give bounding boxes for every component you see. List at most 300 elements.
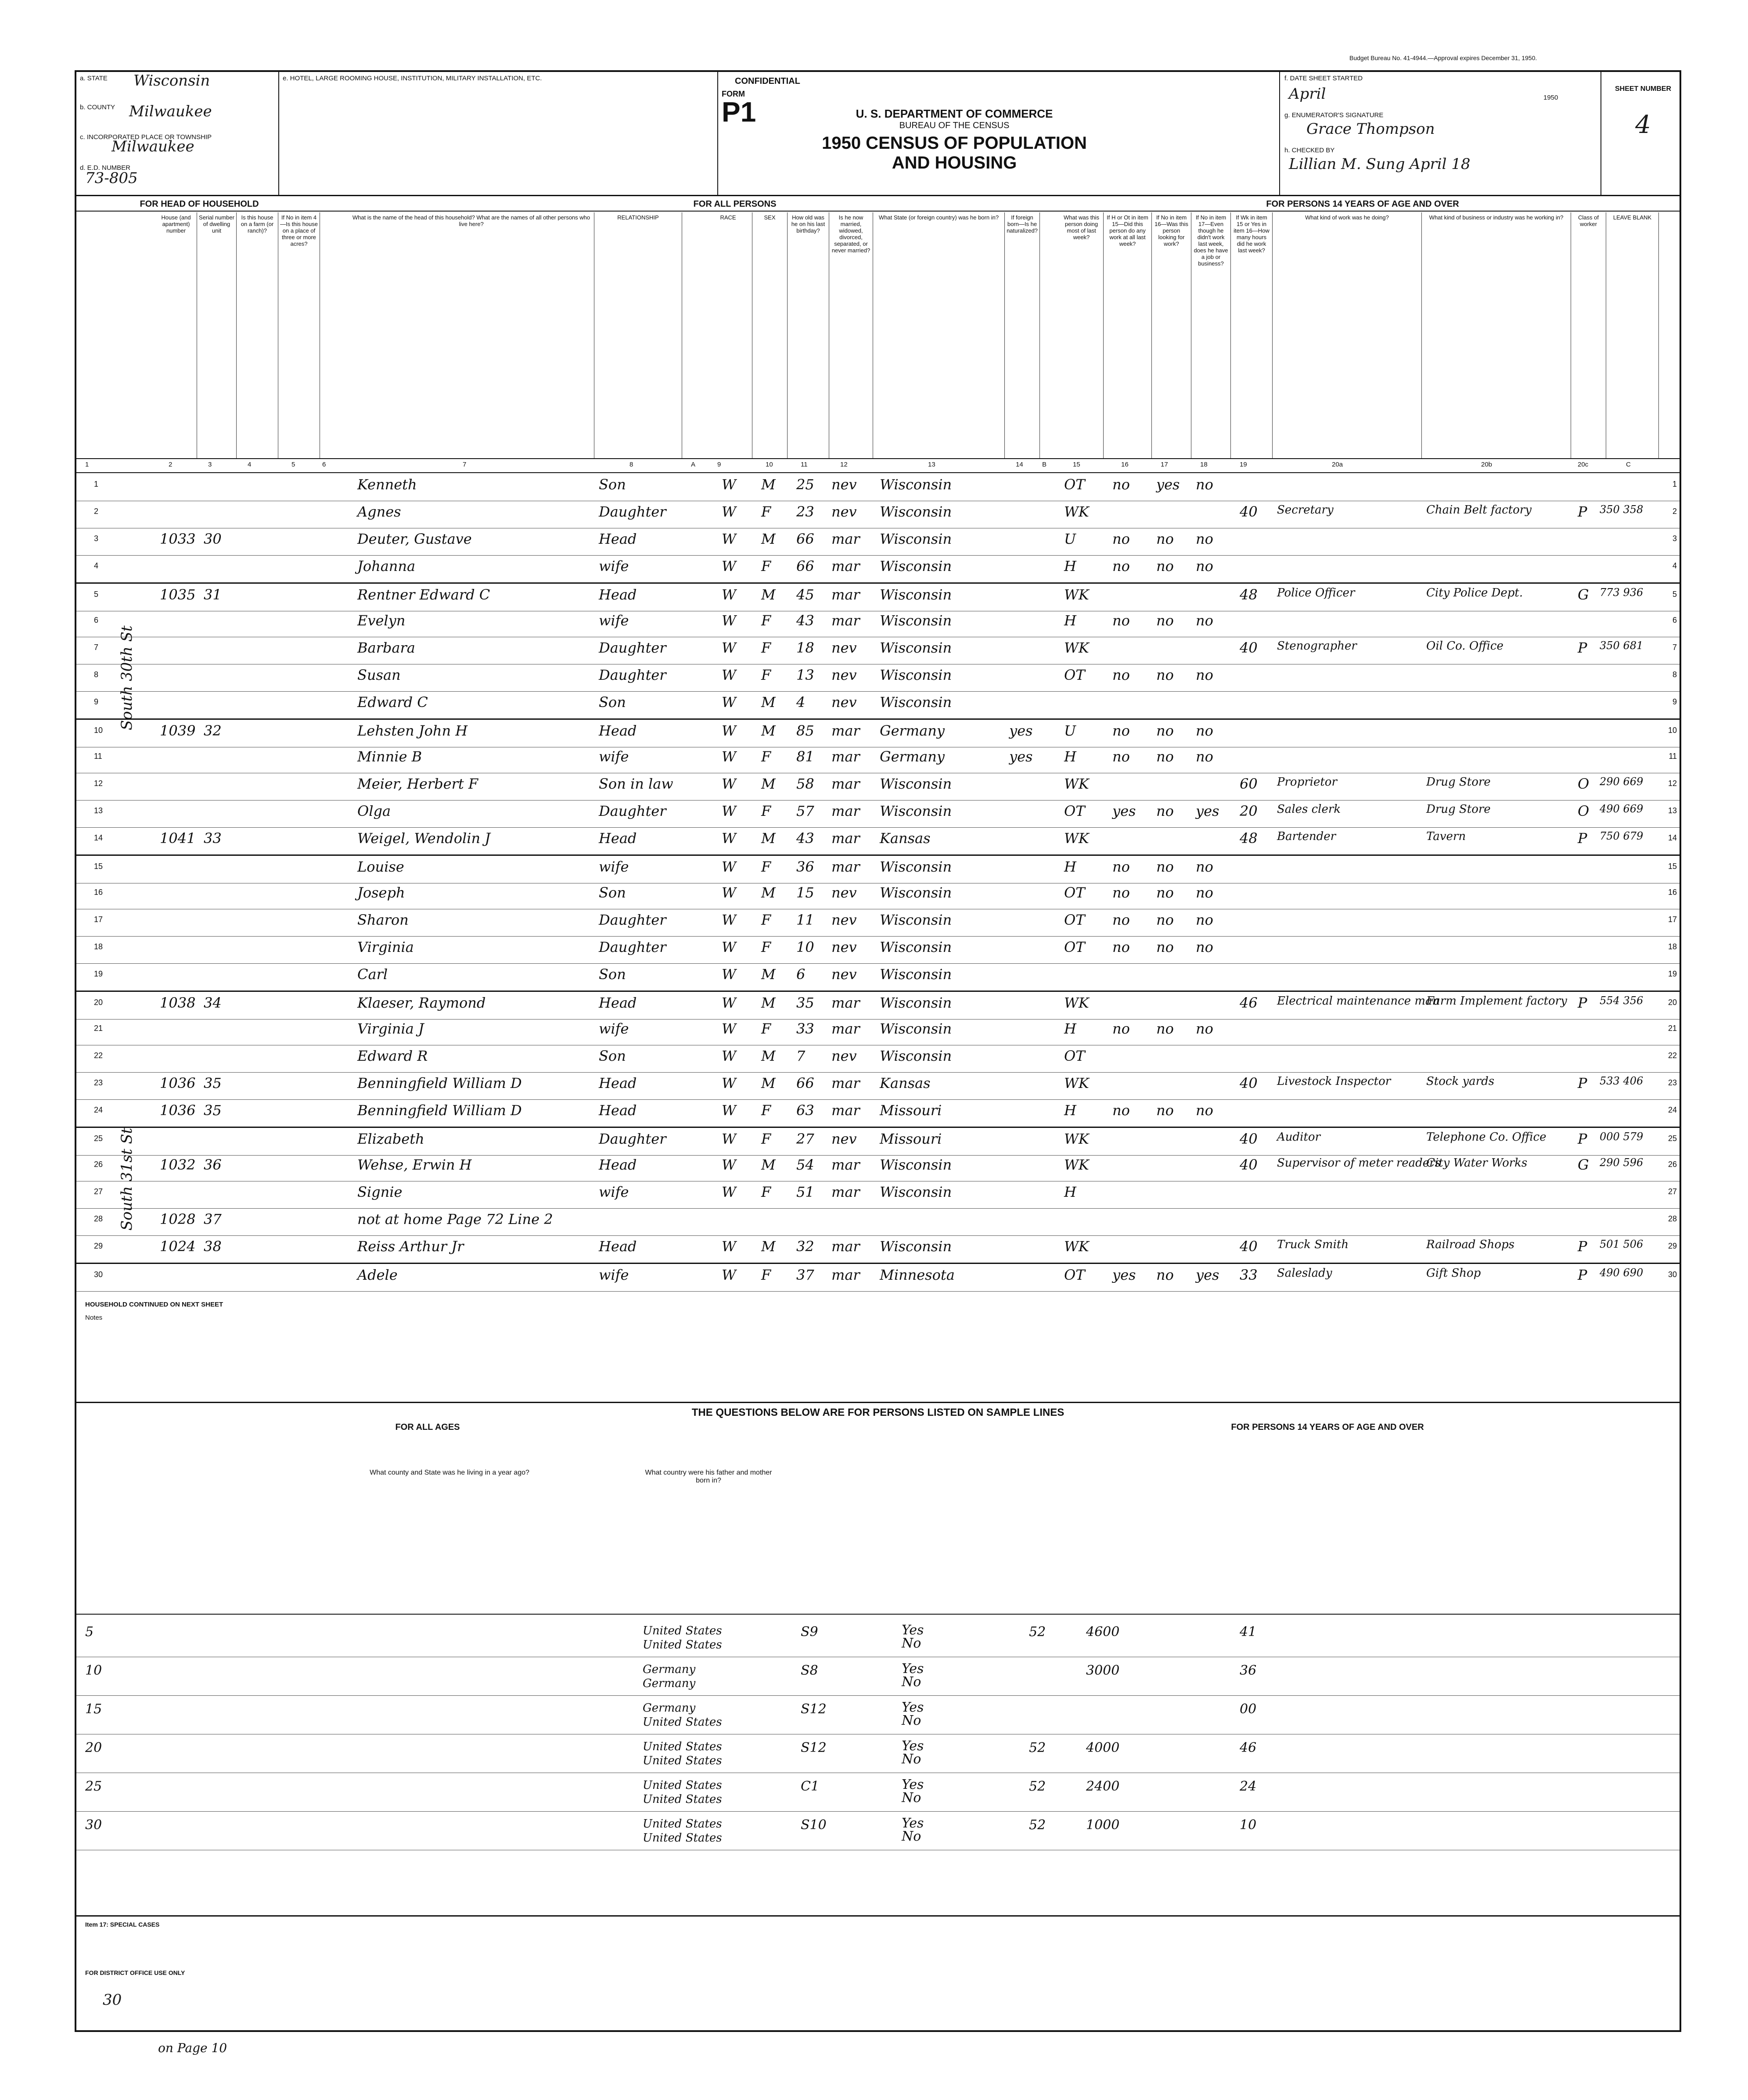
relationship: wife: [599, 612, 629, 629]
place-value: Milwaukee: [111, 138, 194, 155]
line-number: 5: [94, 590, 99, 599]
col-hours: If Wk in item 15 or Yes in item 16—How many hours did he work last week?: [1231, 212, 1273, 458]
has-job: no: [1196, 722, 1213, 739]
marital-status: mar: [831, 586, 860, 603]
has-job: no: [1196, 667, 1213, 683]
leave-blank-f: 46: [1240, 1740, 1257, 1755]
house-number: 1024: [160, 1238, 196, 1255]
column-number: C: [1626, 461, 1631, 468]
line-number: 6: [94, 616, 99, 625]
activity: OT: [1064, 1267, 1085, 1283]
occupation: Saleslady: [1277, 1267, 1332, 1280]
activity: WK: [1064, 1238, 1089, 1255]
leave-blank-code: 773 936: [1600, 586, 1644, 599]
sex: F: [761, 612, 771, 629]
section-head-all-persons: FOR ALL PERSONS: [693, 199, 777, 209]
sample-line-number: 10: [85, 1663, 102, 1678]
birthplace: Wisconsin: [880, 803, 952, 819]
marital-status: nev: [831, 667, 857, 683]
birthplace: Wisconsin: [880, 1156, 952, 1173]
sex: F: [761, 1184, 771, 1200]
industry: Telephone Co. Office: [1426, 1131, 1547, 1144]
race: W: [722, 558, 736, 574]
col-job: If No in item 17—Even though he didn't work last week, does he have a job or business?: [1191, 212, 1231, 458]
father-birthplace: United States: [643, 1740, 722, 1753]
sample-row: [76, 1695, 1680, 1734]
person-name: Weigel, Wendolin J: [357, 830, 491, 847]
marital-status: nev: [831, 1048, 857, 1064]
sex: F: [761, 503, 771, 520]
class-of-worker: G: [1578, 586, 1589, 603]
has-job: no: [1196, 1102, 1213, 1119]
income: 2400: [1086, 1779, 1120, 1794]
class-of-worker: O: [1578, 803, 1590, 819]
race: W: [722, 884, 736, 901]
birthplace: Kansas: [880, 830, 931, 847]
birthplace: Wisconsin: [880, 612, 952, 629]
checked-label: h. CHECKED BY: [1284, 147, 1335, 154]
checkbox-no: No: [902, 1636, 921, 1651]
table-row: [76, 1181, 1680, 1209]
activity: OT: [1064, 803, 1085, 819]
serial-number: 35: [204, 1075, 222, 1091]
race: W: [722, 667, 736, 683]
birthplace: Wisconsin: [880, 939, 952, 955]
line-number: 2: [94, 507, 99, 516]
marital-status: nev: [831, 966, 857, 983]
marital-status: nev: [831, 1131, 857, 1147]
serial-number: 32: [204, 722, 222, 739]
table-row: [76, 854, 1680, 883]
industry: Farm Implement factory: [1426, 994, 1567, 1008]
marital-status: mar: [831, 558, 860, 574]
marital-status: mar: [831, 858, 860, 875]
activity: U: [1064, 722, 1076, 739]
table-row: [76, 1235, 1680, 1263]
table-row: [76, 746, 1680, 773]
birthplace: Wisconsin: [880, 912, 952, 928]
father-birthplace: United States: [643, 1624, 722, 1637]
sample-line-number: 25: [85, 1779, 102, 1794]
line-number-right: 14: [1668, 833, 1677, 842]
column-number: 9: [717, 461, 721, 468]
county-label: b. COUNTY: [80, 104, 115, 111]
col-serial: Serial number of dwelling unit: [197, 212, 237, 458]
budget-note: Budget Bureau No. 41-4944.—Approval expires December 31, 1950.: [1349, 54, 1537, 61]
relationship: wife: [599, 1267, 629, 1283]
relationship: Son: [599, 966, 626, 983]
column-number: 12: [840, 461, 848, 468]
household-continued: HOUSEHOLD CONTINUED ON NEXT SHEET: [85, 1301, 223, 1308]
father-birthplace: United States: [643, 1779, 722, 1792]
weeks-worked: 52: [1029, 1817, 1046, 1833]
age: 51: [796, 1184, 814, 1200]
table-row: [76, 936, 1680, 964]
hotel-box: [278, 72, 718, 195]
line-number-right: 5: [1672, 590, 1677, 599]
race: W: [722, 748, 736, 765]
line-number-right: 18: [1668, 942, 1677, 951]
worked: no: [1112, 858, 1130, 875]
activity: WK: [1064, 775, 1089, 792]
class-of-worker: P: [1578, 639, 1587, 656]
table-row: [76, 963, 1680, 991]
birthplace: Wisconsin: [880, 667, 952, 683]
house-number: 1036: [160, 1102, 196, 1119]
mother-birthplace: United States: [643, 1793, 722, 1806]
worked: no: [1112, 476, 1130, 493]
checkbox-no: No: [902, 1674, 921, 1690]
sex: F: [761, 858, 771, 875]
relationship: Daughter: [599, 803, 666, 819]
sex: F: [761, 803, 771, 819]
marital-status: mar: [831, 722, 860, 739]
col-class: Class of worker: [1571, 212, 1606, 458]
income: 4600: [1086, 1624, 1120, 1640]
industry: Chain Belt factory: [1426, 503, 1532, 517]
sex: M: [761, 1238, 776, 1255]
state-value: Wisconsin: [133, 72, 210, 90]
mother-birthplace: United States: [643, 1831, 722, 1845]
county-value: Milwaukee: [129, 103, 212, 120]
serial-number: 33: [204, 830, 222, 847]
marital-status: mar: [831, 775, 860, 792]
leave-blank-code: 554 356: [1600, 994, 1644, 1007]
line-number: 16: [94, 888, 103, 897]
birthplace: Wisconsin: [880, 1020, 952, 1037]
industry: Stock yards: [1426, 1075, 1495, 1088]
marital-status: mar: [831, 1075, 860, 1091]
sample-row: [76, 1811, 1680, 1850]
column-number: 19: [1240, 461, 1247, 468]
grade-attended: S12: [801, 1740, 827, 1755]
column-number: 18: [1200, 461, 1208, 468]
column-number: 10: [766, 461, 773, 468]
table-row: [76, 474, 1680, 501]
col-looking: If No in item 16—Was this person looking for work?: [1152, 212, 1191, 458]
industry: Drug Store: [1426, 775, 1491, 789]
worked: no: [1112, 558, 1130, 574]
table-row: [76, 637, 1680, 664]
sex: F: [761, 1020, 771, 1037]
marital-status: nev: [831, 694, 857, 711]
age: 66: [796, 1075, 814, 1091]
column-number: 15: [1073, 461, 1080, 468]
relationship: Daughter: [599, 639, 666, 656]
marital-status: nev: [831, 912, 857, 928]
class-of-worker: O: [1578, 775, 1590, 792]
line-number: 21: [94, 1024, 103, 1033]
column-number: 1: [85, 461, 89, 468]
person-name: Elizabeth: [357, 1131, 424, 1147]
race: W: [722, 1267, 736, 1283]
worked: yes: [1112, 803, 1136, 819]
column-number: A: [691, 461, 696, 468]
sex: M: [761, 1075, 776, 1091]
house-number: 1033: [160, 531, 196, 547]
worked: no: [1112, 1020, 1130, 1037]
birthplace: Wisconsin: [880, 531, 952, 547]
age: 27: [796, 1131, 814, 1147]
line-number: 24: [94, 1106, 103, 1114]
birthplace: Wisconsin: [880, 966, 952, 983]
relationship: Head: [599, 830, 637, 847]
worked: no: [1112, 612, 1130, 629]
looking-for-work: no: [1156, 1020, 1174, 1037]
sample-rows: [76, 1618, 1680, 1864]
activity: H: [1064, 1020, 1076, 1037]
census-sheet: [75, 54, 1681, 2032]
activity: H: [1064, 1184, 1076, 1200]
father-birthplace: Germany: [643, 1663, 696, 1676]
income: 4000: [1086, 1740, 1120, 1755]
street-note-2: South 31st St: [118, 1127, 136, 1231]
leave-blank-f: 36: [1240, 1663, 1257, 1678]
worked: no: [1112, 884, 1130, 901]
occupation: Sales clerk: [1277, 803, 1341, 816]
birthplace: Wisconsin: [880, 503, 952, 520]
line-number-right: 27: [1668, 1187, 1677, 1196]
line-number-right: 19: [1668, 969, 1677, 978]
class-of-worker: P: [1578, 503, 1587, 520]
line-number-right: 25: [1668, 1134, 1677, 1143]
person-name: Olga: [357, 803, 391, 819]
person-name: not at home Page 72 Line 2: [357, 1211, 553, 1228]
has-job: no: [1196, 558, 1213, 574]
serial-number: 36: [204, 1156, 222, 1173]
age: 43: [796, 830, 814, 847]
looking-for-work: no: [1156, 1267, 1174, 1283]
sex: M: [761, 830, 776, 847]
line-number: 29: [94, 1242, 103, 1250]
column-number: 6: [322, 461, 326, 468]
has-job: no: [1196, 858, 1213, 875]
marital-status: mar: [831, 748, 860, 765]
person-name: Adele: [357, 1267, 398, 1283]
has-job: yes: [1196, 1267, 1219, 1283]
col-occupation: What kind of work was he doing?: [1273, 212, 1422, 458]
sex: F: [761, 1102, 771, 1119]
looking-for-work: no: [1156, 884, 1174, 901]
has-job: no: [1196, 912, 1213, 928]
table-row: [76, 882, 1680, 909]
occupation: Livestock Inspector: [1277, 1075, 1391, 1088]
sex: F: [761, 667, 771, 683]
worked: yes: [1112, 1267, 1136, 1283]
industry: City Water Works: [1426, 1156, 1528, 1170]
class-of-worker: G: [1578, 1156, 1589, 1173]
sample-row: [76, 1657, 1680, 1696]
worked: no: [1112, 939, 1130, 955]
mother-birthplace: United States: [643, 1716, 722, 1729]
marital-status: mar: [831, 803, 860, 819]
leave-blank-code: 490 669: [1600, 803, 1644, 815]
col-name: What is the name of the head of this household? What are the names of all other persons who live here?: [349, 212, 594, 458]
age: 63: [796, 1102, 814, 1119]
line-number-right: 7: [1672, 643, 1677, 652]
house-number: 1032: [160, 1156, 196, 1173]
age: 6: [796, 966, 806, 983]
table-row: [76, 528, 1680, 556]
age: 36: [796, 858, 814, 875]
sex: F: [761, 939, 771, 955]
bureau-name: BUREAU OF THE CENSUS: [899, 121, 1010, 130]
sheet-number-box: [1601, 72, 1685, 195]
occupation: Truck Smith: [1277, 1238, 1349, 1251]
marital-status: mar: [831, 1184, 860, 1200]
looking-for-work: no: [1156, 558, 1174, 574]
column-number: 14: [1016, 461, 1023, 468]
checkbox-yes: Yes: [902, 1738, 924, 1754]
leave-blank-code: 000 579: [1600, 1131, 1644, 1143]
line-number: 23: [94, 1078, 103, 1087]
weeks-worked: 52: [1029, 1624, 1046, 1640]
hours: 40: [1240, 639, 1258, 656]
table-row: [76, 773, 1680, 801]
activity: H: [1064, 748, 1076, 765]
relationship: Head: [599, 1156, 637, 1173]
marital-status: nev: [831, 476, 857, 493]
line-number-right: 16: [1668, 888, 1677, 897]
leave-blank-code: 490 690: [1600, 1267, 1644, 1279]
table-row: [76, 1208, 1680, 1236]
age: 25: [796, 476, 814, 493]
ed-value: 73-805: [85, 169, 138, 187]
birthplace: Kansas: [880, 1075, 931, 1091]
person-name: Susan: [357, 667, 401, 683]
hours: 46: [1240, 994, 1258, 1011]
race: W: [722, 1131, 736, 1147]
looking-for-work: no: [1156, 722, 1174, 739]
relationship: Head: [599, 994, 637, 1011]
worked: no: [1112, 1102, 1130, 1119]
col-race: RACE: [704, 212, 752, 458]
class-of-worker: P: [1578, 1267, 1587, 1283]
relationship: Head: [599, 586, 637, 603]
birthplace: Missouri: [880, 1102, 942, 1119]
column-number: 5: [291, 461, 295, 468]
activity: H: [1064, 858, 1076, 875]
line-number-right: 3: [1672, 534, 1677, 543]
race: W: [722, 1184, 736, 1200]
sheet-footer: [76, 1915, 1680, 2035]
checkbox-yes: Yes: [902, 1661, 924, 1676]
line-number-right: 29: [1668, 1242, 1677, 1250]
sample-title: THE QUESTIONS BELOW ARE FOR PERSONS LISTED ON SAMPLE LINES: [691, 1407, 1065, 1418]
table-row: [76, 1018, 1680, 1045]
line-number-right: 30: [1668, 1270, 1677, 1279]
person-name: Benningfield William D: [357, 1102, 522, 1119]
age: 81: [796, 748, 814, 765]
activity: U: [1064, 531, 1076, 547]
marital-status: nev: [831, 884, 857, 901]
person-rows: [76, 474, 1680, 1290]
person-name: Edward C: [357, 694, 428, 711]
activity: OT: [1064, 1048, 1085, 1064]
looking-for-work: no: [1156, 1102, 1174, 1119]
birthplace: Wisconsin: [880, 694, 952, 711]
house-number: 1038: [160, 994, 196, 1011]
looking-for-work: no: [1156, 803, 1174, 819]
occupation: Electrical maintenance man: [1277, 994, 1440, 1008]
marital-status: mar: [831, 1238, 860, 1255]
looking-for-work: no: [1156, 667, 1174, 683]
line-number-right: 28: [1668, 1214, 1677, 1223]
worked: no: [1112, 912, 1130, 928]
looking-for-work: no: [1156, 612, 1174, 629]
hours: 48: [1240, 586, 1258, 603]
q-country: What country were his father and mother born in?: [645, 1469, 772, 1484]
sex: M: [761, 884, 776, 901]
race: W: [722, 612, 736, 629]
race: W: [722, 1238, 736, 1255]
enumerator-signature: Grace Thompson: [1306, 120, 1435, 138]
line-number: 4: [94, 561, 99, 570]
table-row: [76, 610, 1680, 637]
col-age: How old was he on his last birthday?: [788, 212, 829, 458]
class-of-worker: P: [1578, 1131, 1587, 1147]
activity: WK: [1064, 503, 1089, 520]
line-number: 20: [94, 998, 103, 1007]
income: 3000: [1086, 1663, 1120, 1678]
age: 13: [796, 667, 814, 683]
birthplace: Missouri: [880, 1131, 942, 1147]
looking-for-work: no: [1156, 748, 1174, 765]
relationship: wife: [599, 858, 629, 875]
leave-blank-code: 290 596: [1600, 1156, 1644, 1169]
table-row: [76, 1045, 1680, 1073]
leave-blank-code: 533 406: [1600, 1075, 1644, 1087]
relationship: Head: [599, 1102, 637, 1119]
age: 54: [796, 1156, 814, 1173]
state-label: a. STATE: [80, 75, 108, 82]
activity: WK: [1064, 830, 1089, 847]
occupation: Stenographer: [1277, 639, 1357, 653]
has-job: no: [1196, 939, 1213, 955]
special-cases: Item 17: SPECIAL CASES: [85, 1921, 160, 1928]
occupation: Supervisor of meter readers: [1277, 1156, 1441, 1170]
industry: Tavern: [1426, 830, 1466, 843]
activity: OT: [1064, 476, 1085, 493]
marital-status: mar: [831, 612, 860, 629]
person-name: Benningfield William D: [357, 1075, 522, 1091]
leave-blank-code: 350 358: [1600, 503, 1644, 516]
confidential: CONFIDENTIAL: [735, 76, 800, 86]
notes-label: Notes: [85, 1314, 103, 1321]
section-head-persons-14: FOR PERSONS 14 YEARS OF AGE AND OVER: [1266, 199, 1459, 209]
table-row: [76, 1263, 1680, 1292]
relationship: wife: [599, 558, 629, 574]
relationship: Son: [599, 476, 626, 493]
birthplace: Wisconsin: [880, 639, 952, 656]
line-number: 7: [94, 643, 99, 652]
street-note-1: South 30th St: [118, 625, 136, 730]
table-row: [76, 582, 1680, 611]
checkbox-yes: Yes: [902, 1777, 924, 1792]
worked: no: [1112, 667, 1130, 683]
column-number: 20c: [1578, 461, 1589, 468]
birthplace: Wisconsin: [880, 1238, 952, 1255]
industry: Oil Co. Office: [1426, 639, 1503, 653]
age: 66: [796, 531, 814, 547]
ed-label: d. E.D. NUMBER: [80, 164, 131, 172]
person-name: Joseph: [357, 884, 405, 901]
form-label: FORM: [722, 90, 745, 98]
marital-status: nev: [831, 639, 857, 656]
serial-number: 31: [204, 586, 222, 603]
line-number: 26: [94, 1160, 103, 1169]
leave-blank-f: 41: [1240, 1624, 1257, 1640]
